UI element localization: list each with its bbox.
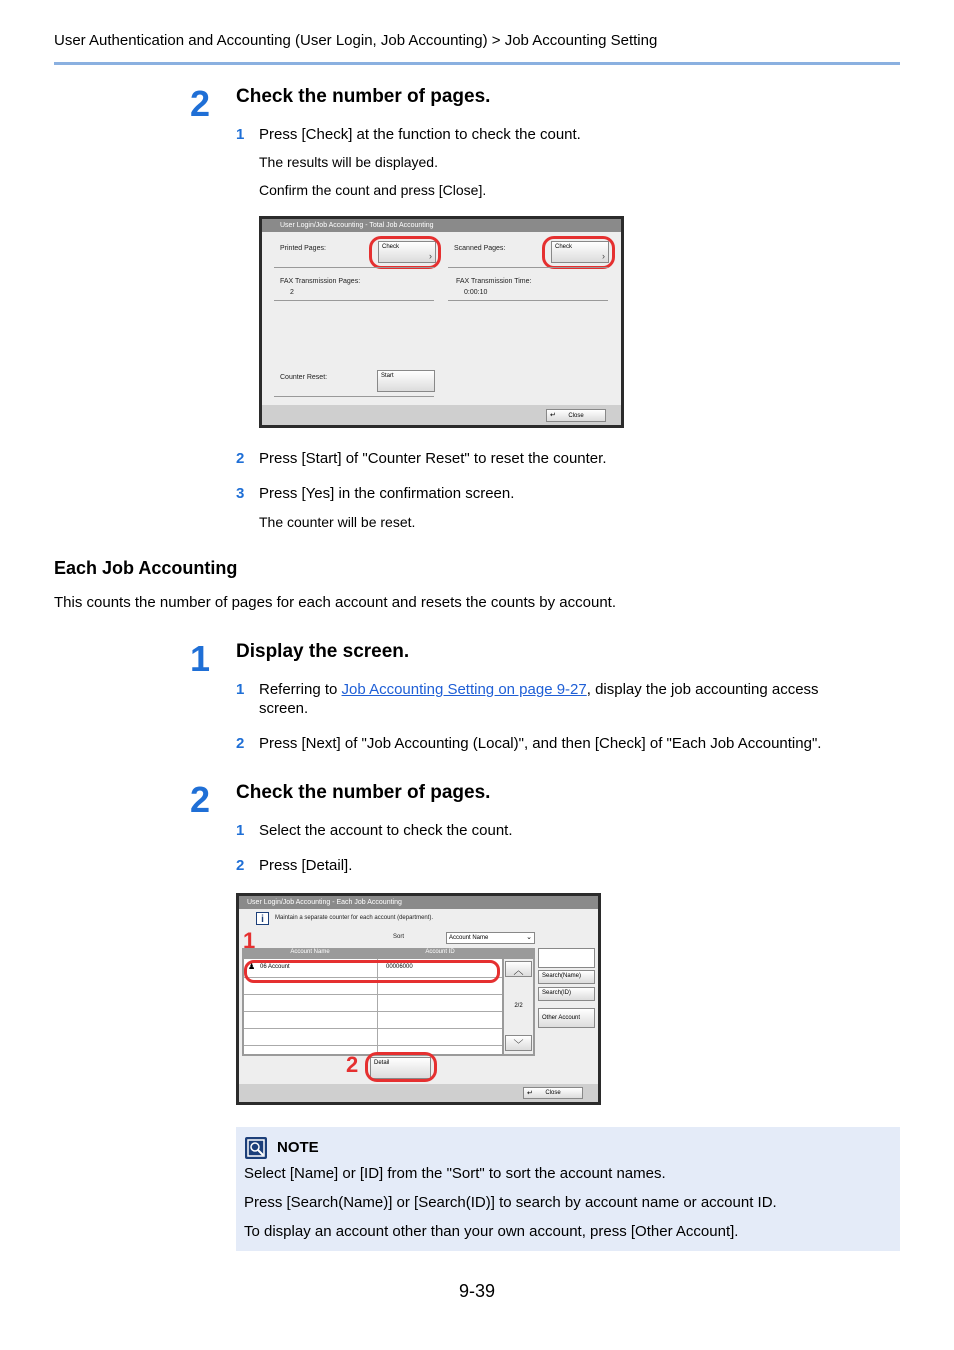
- sort-select[interactable]: [446, 932, 535, 944]
- chevron-down-icon: ﹀: [513, 1040, 524, 1051]
- table-row[interactable]: [244, 1012, 502, 1029]
- col-header-account-name: Account Name: [290, 949, 330, 955]
- close-button[interactable]: [546, 409, 606, 422]
- step-title: Check the number of pages.: [236, 782, 491, 803]
- substep-text: Press [Detail].: [259, 857, 353, 874]
- job-accounting-setting-link[interactable]: Job Accounting Setting on page 9-27: [341, 681, 587, 698]
- button-label: Close: [568, 413, 584, 419]
- divider: [274, 267, 434, 268]
- divider: [448, 267, 608, 268]
- note-icon: [245, 1137, 267, 1159]
- chevron-down-icon: ⌄: [526, 934, 532, 941]
- screen-title: User Login/Job Accounting - Total Job Accounting: [262, 219, 621, 232]
- step-title: Check the number of pages.: [236, 86, 491, 107]
- chevron-up-icon: ︿: [513, 966, 524, 977]
- page-indicator: 2/2: [514, 1003, 523, 1009]
- substep-text: Press [Check] at the function to check the count.: [259, 126, 581, 143]
- search-name-button[interactable]: Search(Name): [538, 970, 595, 984]
- each-job-accounting-screen: [236, 893, 601, 1105]
- fax-pages-value: 2: [290, 289, 294, 296]
- scanned-pages-label: Scanned Pages:: [454, 245, 506, 252]
- detail-button[interactable]: Detail: [370, 1057, 431, 1079]
- substep-text: Press [Yes] in the confirmation screen.: [259, 485, 515, 502]
- divider: [274, 300, 434, 301]
- substep-note: Confirm the count and press [Close].: [259, 182, 487, 198]
- other-account-button[interactable]: Other Account: [538, 1008, 595, 1028]
- text-prefix: Referring to: [259, 681, 342, 698]
- header-divider: [54, 62, 900, 65]
- step-number: 1: [190, 638, 211, 679]
- step-title: Display the screen.: [236, 641, 410, 662]
- enter-icon: ↵: [527, 1090, 533, 1097]
- substep-note: The counter will be reset.: [259, 514, 416, 530]
- section-description: This counts the number of pages for each account and resets the counts by account.: [54, 594, 617, 611]
- scroll-panel: [504, 959, 533, 1054]
- step-number: 2: [190, 779, 211, 820]
- note-title: NOTE: [277, 1139, 319, 1156]
- button-label: Start: [381, 373, 394, 379]
- divider: [274, 396, 434, 397]
- text-suffix: , display the job accounting access: [586, 681, 819, 698]
- fax-pages-label: FAX Transmission Pages:: [280, 278, 361, 285]
- divider: [448, 300, 608, 301]
- user-icon: ♟: [248, 962, 256, 971]
- table-row[interactable]: [244, 995, 502, 1012]
- substep-number: 2: [236, 450, 245, 467]
- screen-title: User Login/Job Accounting - Each Job Accounting: [239, 896, 598, 909]
- counter-reset-label: Counter Reset:: [280, 374, 328, 381]
- highlight-ring: [244, 960, 500, 983]
- button-label: Close: [545, 1090, 561, 1096]
- callout-number: 2: [346, 1052, 359, 1077]
- screen-footer: [239, 1084, 598, 1102]
- fax-time-value: 0:00:10: [464, 289, 488, 296]
- scroll-down-button[interactable]: [505, 1035, 532, 1051]
- screen-footer: [262, 405, 621, 425]
- substep-number: 1: [236, 822, 245, 839]
- note-line: To display an account other than your own account, press [Other Account].: [244, 1223, 739, 1240]
- substep-number: 1: [236, 681, 245, 698]
- info-text: Maintain a separate counter for each account (department).: [275, 915, 434, 921]
- breadcrumb: User Authentication and Accounting (User Login, Job Accounting) > Job Accounting Setting: [54, 32, 658, 49]
- account-id-cell: 00006000: [386, 964, 413, 970]
- substep-text: Press [Start] of "Counter Reset" to reset the counter.: [259, 450, 607, 467]
- fax-time-label: FAX Transmission Time:: [456, 278, 532, 285]
- info-icon: i: [256, 912, 269, 925]
- enter-icon: ↵: [550, 412, 556, 419]
- callout-number: 1: [243, 928, 256, 953]
- substep-text: Press [Next] of "Job Accounting (Local)", and then [Check] of "Each Job Accounting".: [259, 735, 822, 752]
- search-id-button[interactable]: Search(ID): [538, 987, 595, 1001]
- button-label: Check: [382, 244, 400, 250]
- substep-number: 2: [236, 857, 245, 874]
- note-line: Press [Search(Name)] or [Search(ID)] to search by account name or account ID.: [244, 1194, 777, 1211]
- highlight-ring: [542, 236, 615, 269]
- scroll-up-button[interactable]: [505, 961, 532, 977]
- account-name-cell: 06 Account: [260, 964, 290, 970]
- close-button[interactable]: [523, 1087, 583, 1099]
- highlight-ring: [365, 1052, 437, 1082]
- page-number: 9-39: [459, 1281, 496, 1301]
- button-label: Check: [555, 244, 573, 250]
- printed-pages-label: Printed Pages:: [280, 245, 326, 252]
- substep-text-continued: screen.: [259, 700, 309, 717]
- search-input[interactable]: [538, 948, 595, 968]
- substep-note: The results will be displayed.: [259, 154, 438, 170]
- chevron-right-icon: ›: [429, 251, 432, 261]
- substep-number: 3: [236, 485, 245, 502]
- section-title: Each Job Accounting: [54, 558, 238, 578]
- substep-text: Select the account to check the count.: [259, 822, 513, 839]
- start-button[interactable]: [377, 370, 435, 392]
- substep-number: 2: [236, 735, 245, 752]
- note-line: Select [Name] or [ID] from the "Sort" to sort the account names.: [244, 1165, 666, 1182]
- table-row[interactable]: [244, 1029, 502, 1046]
- substep-number: 1: [236, 126, 245, 143]
- step-number: 2: [190, 83, 211, 124]
- chevron-right-icon: ›: [602, 251, 605, 261]
- sort-value: Account Name: [449, 935, 489, 941]
- sort-label: Sort: [393, 934, 405, 940]
- col-header-account-id: Account ID: [425, 949, 455, 955]
- total-job-accounting-screen: [259, 216, 624, 428]
- highlight-ring: [369, 236, 441, 269]
- substep-text: [259, 681, 879, 698]
